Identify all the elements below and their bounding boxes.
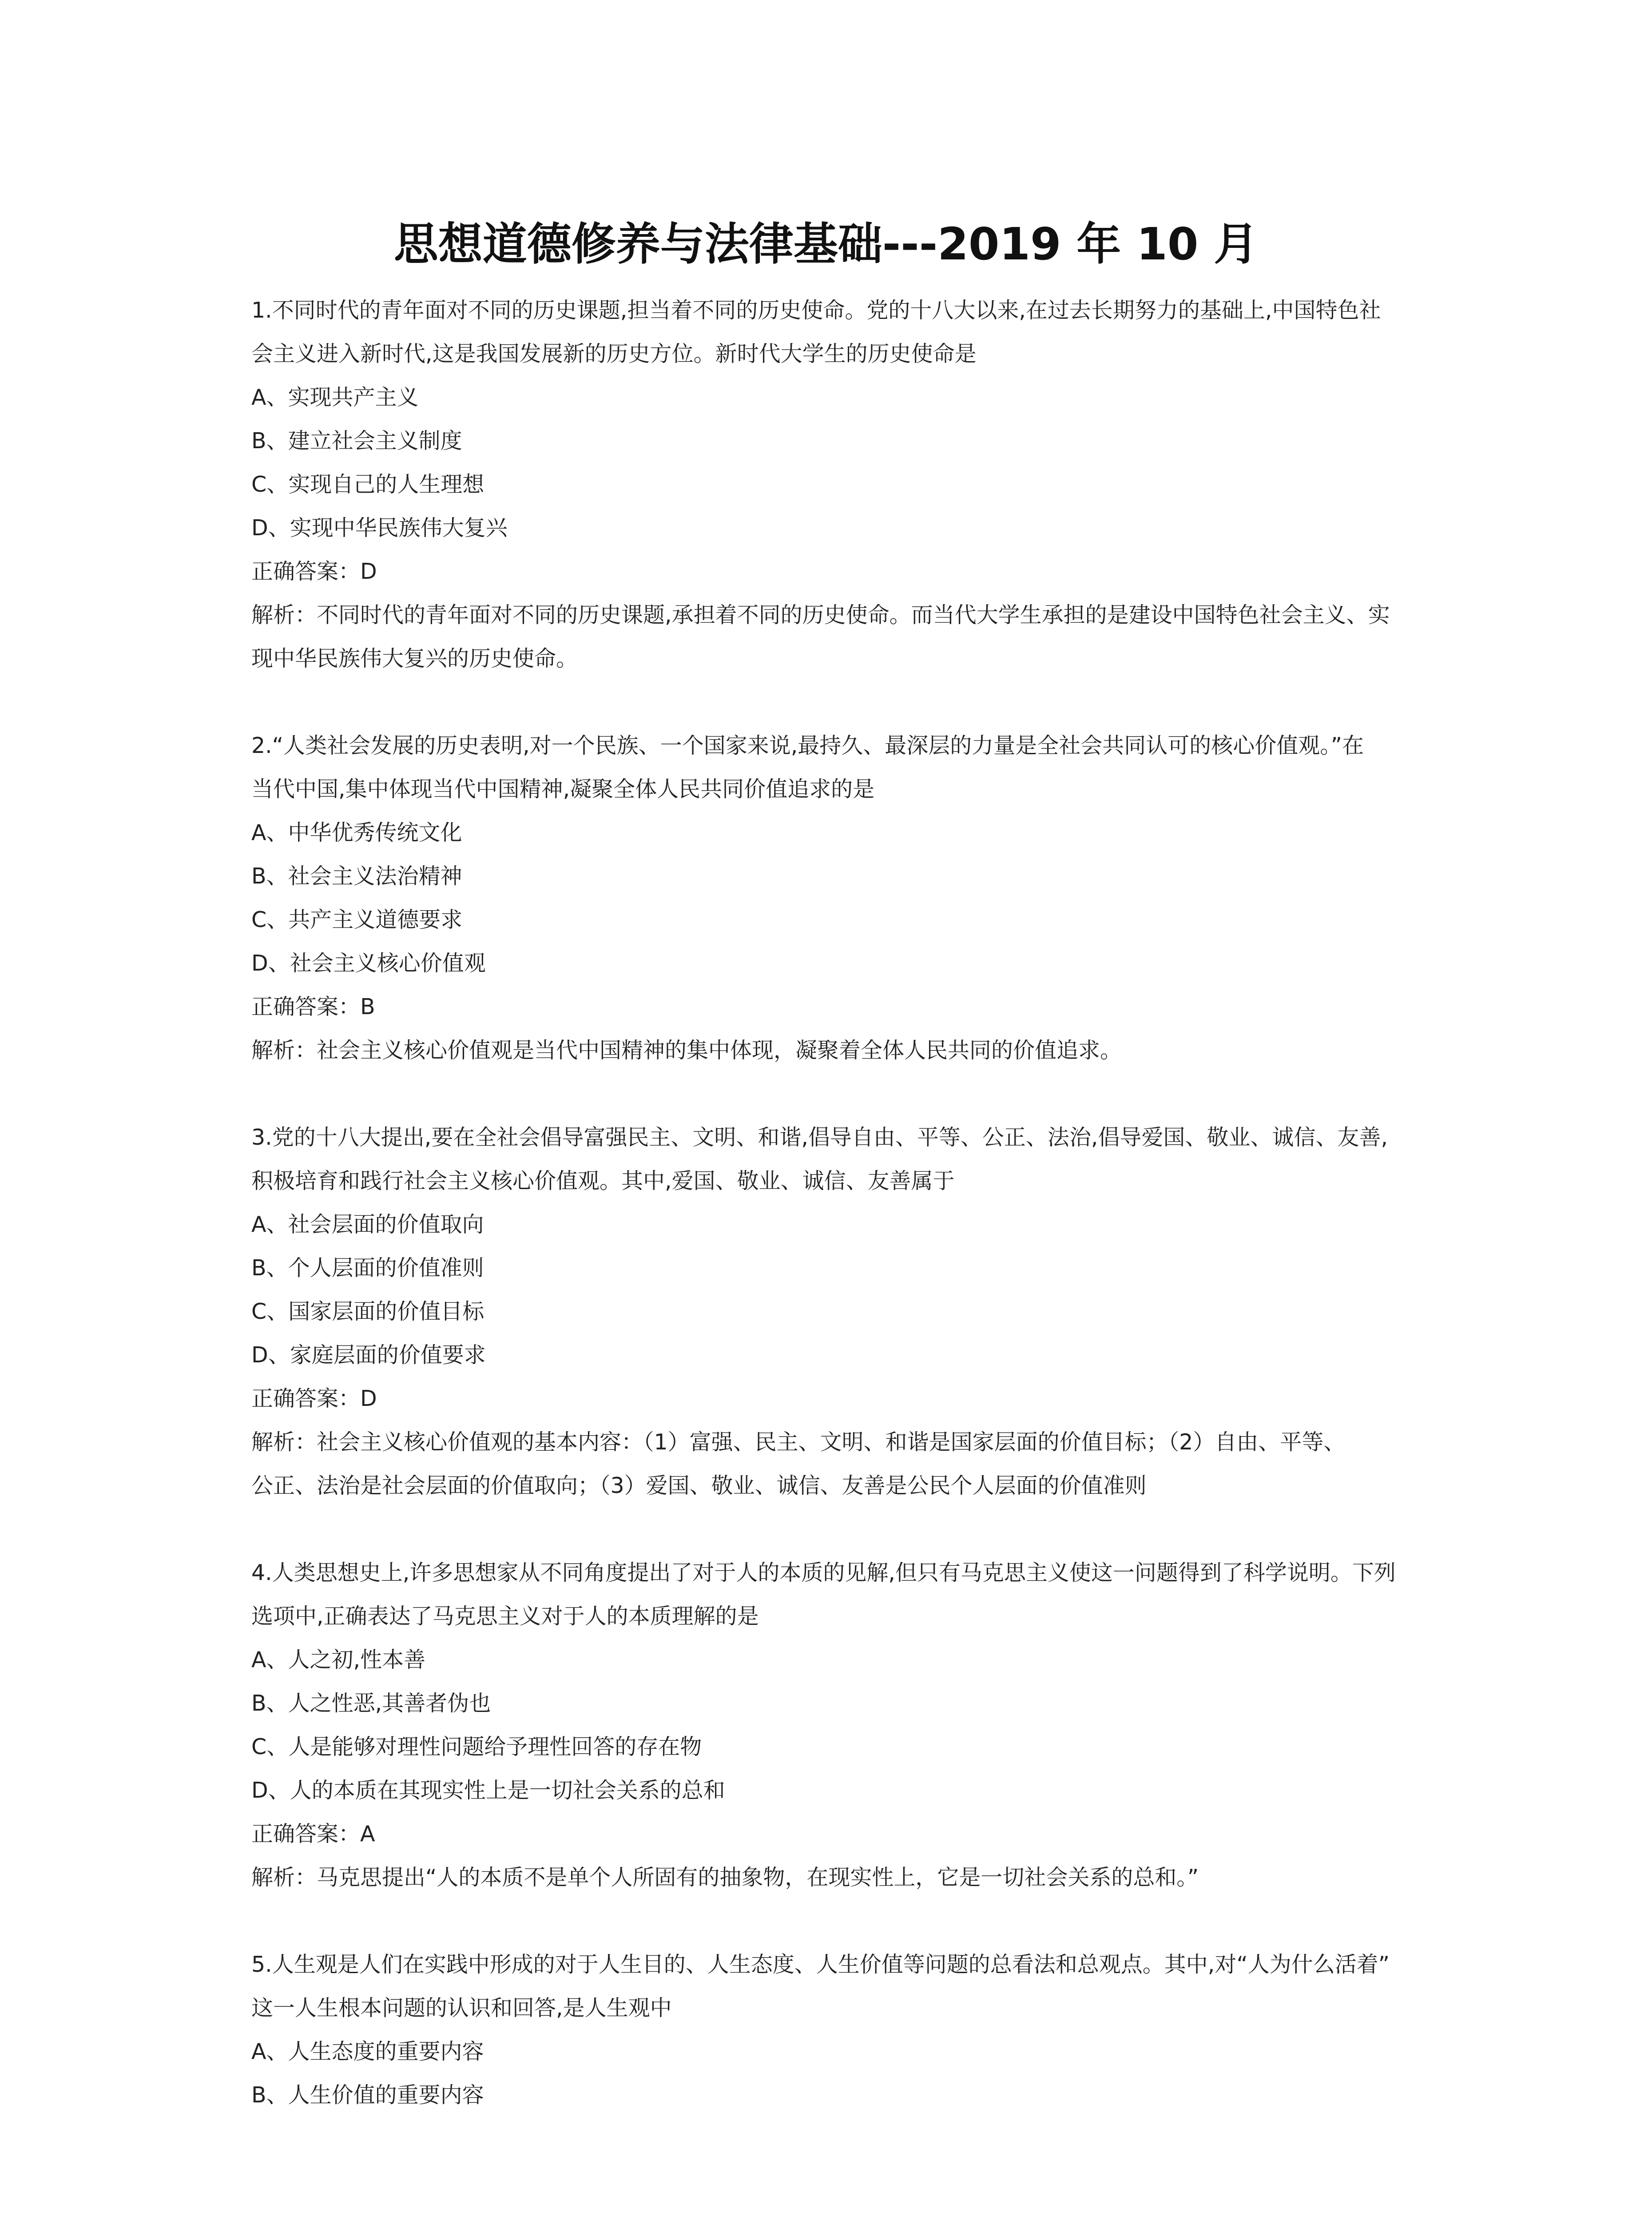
question-stem-line: 5.人生观是人们在实践中形成的对于人生目的、人生态度、人生价值等问题的总看法和总观点。其中,对“人为什么活着”: [251, 1952, 1390, 1977]
correct-answer: 正确答案：D: [251, 559, 377, 584]
question-stem-line: 3.党的十八大提出,要在全社会倡导富强民主、文明、和谐,倡导自由、平等、公正、法治,倡导爱国、敬业、诚信、友善,: [251, 1125, 1388, 1150]
question-stem-line: 积极培育和践行社会主义核心价值观。其中,爱国、敬业、诚信、友善属于: [251, 1168, 955, 1194]
option-c: C、国家层面的价值目标: [251, 1299, 484, 1324]
document-title: 思想道德修养与法律基础---2019 年 10 月: [393, 218, 1259, 270]
question-block-1: [251, 289, 1415, 681]
option-b: B、个人层面的价值准则: [251, 1255, 484, 1281]
question-stem-line: 选项中,正确表达了马克思主义对于人的本质理解的是: [251, 1604, 759, 1629]
document-body: [251, 289, 1415, 2117]
question-block-3: [251, 1116, 1415, 1508]
question-stem-line: 会主义进入新时代,这是我国发展新的历史方位。新时代大学生的历史使命是: [251, 341, 977, 366]
correct-answer: 正确答案：B: [251, 994, 375, 1019]
option-c: C、人是能够对理性问题给予理性回答的存在物: [251, 1734, 702, 1759]
correct-answer: 正确答案：A: [251, 1821, 375, 1847]
option-d: D、实现中华民族伟大复兴: [251, 515, 508, 541]
correct-answer: 正确答案：D: [251, 1386, 377, 1411]
question-stem-line: 1.不同时代的青年面对不同的历史课题,担当着不同的历史使命。党的十八大以来,在过去长期努力的基础上,中国特色社: [251, 298, 1381, 323]
option-b: B、建立社会主义制度: [251, 428, 462, 454]
analysis-line: 解析：社会主义核心价值观的基本内容：（1）富强、民主、文明、和谐是国家层面的价值目标；（2）自由、平等、: [251, 1429, 1346, 1455]
option-d: D、社会主义核心价值观: [251, 951, 486, 976]
question-spacer: [251, 1508, 1415, 1551]
analysis-line: 解析：社会主义核心价值观是当代中国精神的集中体现，凝聚着全体人民共同的价值追求。: [251, 1038, 1122, 1063]
option-d: D、家庭层面的价值要求: [251, 1342, 486, 1368]
analysis-line: 现中华民族伟大复兴的历史使命。: [251, 646, 578, 671]
question-block-5: [251, 1943, 1415, 2117]
analysis-line: 解析：不同时代的青年面对不同的历史课题,承担着不同的历史使命。而当代大学生承担的是建设中国特色社会主义、实: [251, 602, 1390, 628]
option-b: B、社会主义法治精神: [251, 864, 462, 889]
analysis-line: 解析：马克思提出“人的本质不是单个人所固有的抽象物，在现实性上，它是一切社会关系的总和。”: [251, 1865, 1199, 1890]
question-spacer: [251, 1072, 1415, 1116]
option-d: D、人的本质在其现实性上是一切社会关系的总和: [251, 1778, 725, 1803]
question-stem-line: 4.人类思想史上,许多思想家从不同角度提出了对于人的本质的见解,但只有马克思主义使这一问题得到了科学说明。下列: [251, 1560, 1396, 1585]
question-stem-line: 当代中国,集中体现当代中国精神,凝聚全体人民共同价值追求的是: [251, 776, 875, 802]
option-c: C、共产主义道德要求: [251, 907, 463, 932]
analysis-line: 公正、法治是社会层面的价值取向；（3）爱国、敬业、诚信、友善是公民个人层面的价值准则: [251, 1473, 1147, 1498]
question-stem-line: 2.“人类社会发展的历史表明,对一个民族、一个国家来说,最持久、最深层的力量是全社会共同认可的核心价值观。”在: [251, 733, 1364, 758]
question-block-2: [251, 724, 1415, 1072]
option-a: A、人之初,性本善: [251, 1647, 426, 1672]
option-a: A、中华优秀传统文化: [251, 820, 462, 845]
option-c: C、实现自己的人生理想: [251, 472, 484, 497]
question-stem-line: 这一人生根本问题的认识和回答,是人生观中: [251, 1995, 672, 2021]
option-a: A、人生态度的重要内容: [251, 2039, 484, 2064]
question-spacer: [251, 1899, 1415, 1943]
option-b: B、人之性恶,其善者伪也: [251, 1691, 491, 1716]
option-a: A、社会层面的价值取向: [251, 1212, 484, 1237]
option-b: B、人生价值的重要内容: [251, 2082, 484, 2108]
question-block-4: [251, 1551, 1415, 1899]
question-spacer: [251, 681, 1415, 724]
option-a: A、实现共产主义: [251, 385, 419, 410]
